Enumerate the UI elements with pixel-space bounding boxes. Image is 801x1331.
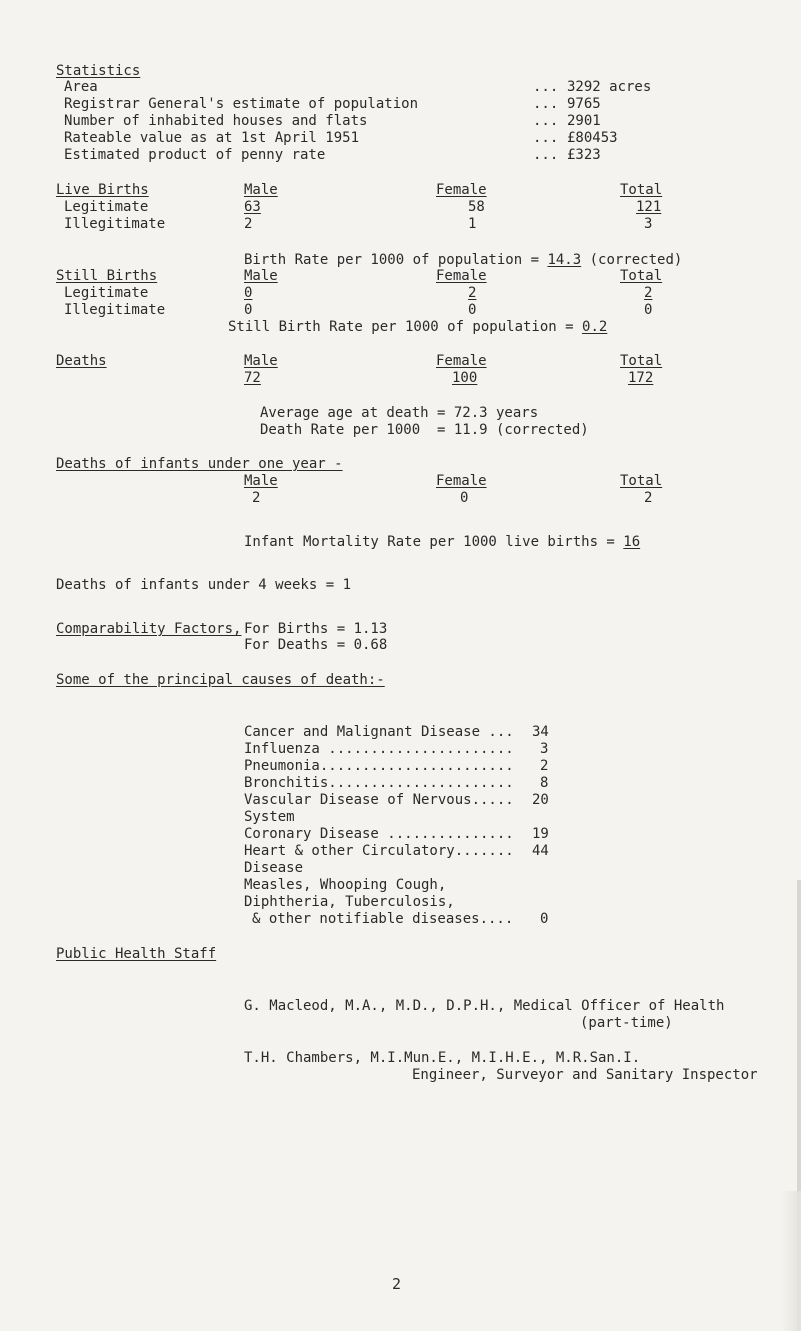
heading-statistics: Statistics bbox=[56, 63, 141, 79]
cause-notifiable-line3: & other notifiable diseases.... bbox=[252, 911, 514, 927]
cause-cancer: Cancer and Malignant Disease ... bbox=[244, 724, 514, 740]
death-rate: Death Rate per 1000 = 11.9 (corrected) bbox=[260, 422, 589, 438]
cause-cancer-value: 34 bbox=[532, 724, 549, 740]
staff-engineer-line2: Engineer, Surveyor and Sanitary Inspector bbox=[412, 1067, 758, 1083]
staff-moh-line1: G. Macleod, M.A., M.D., D.P.H., Medical Officer of Health bbox=[244, 998, 725, 1014]
infant-deaths-label bbox=[56, 456, 343, 472]
cause-pneumonia: Pneumonia....................... bbox=[244, 758, 514, 774]
deaths-male: 72 bbox=[244, 370, 261, 386]
birth-rate-suffix: (corrected) bbox=[581, 252, 683, 268]
imr-value: 16 bbox=[623, 534, 641, 550]
col-total: Total bbox=[620, 353, 663, 369]
causes-heading: Some of the principal causes of death:- bbox=[56, 672, 385, 688]
still-births-label: Still Births bbox=[56, 268, 158, 284]
cause-heart-value: 44 bbox=[532, 843, 549, 859]
cause-vascular-value: 20 bbox=[532, 792, 549, 808]
still-birth-rate-value: 0.2 bbox=[582, 319, 608, 335]
cause-bronchitis: Bronchitis...................... bbox=[244, 775, 514, 791]
live-births-legit-male: 63 bbox=[244, 199, 261, 215]
col-female: Female bbox=[436, 268, 487, 284]
col-male: Male bbox=[244, 268, 278, 284]
general-label-area: Area bbox=[64, 79, 98, 95]
general-dots: ... bbox=[533, 147, 559, 163]
still-birth-rate-line bbox=[228, 319, 607, 335]
general-label-population: Registrar General's estimate of population bbox=[64, 96, 419, 112]
still-births-legit-female: 2 bbox=[468, 285, 477, 301]
infant-deaths-female: 0 bbox=[460, 490, 469, 506]
page-number: 2 bbox=[392, 1275, 402, 1293]
birth-rate-text: Birth Rate per 1000 of population = bbox=[244, 252, 548, 268]
still-births-illegit-total: 0 bbox=[644, 302, 653, 318]
deaths-total: 172 bbox=[628, 370, 654, 386]
cause-heart: Heart & other Circulatory....... bbox=[244, 843, 514, 859]
still-births-legit-male: 0 bbox=[244, 285, 253, 301]
live-births-illegit-total: 3 bbox=[644, 216, 653, 232]
general-value-area: 3292 acres bbox=[567, 79, 652, 95]
comparability-births: For Births = 1.13 bbox=[244, 621, 388, 637]
general-dots: ... bbox=[533, 79, 559, 95]
cause-heart-line2: Disease bbox=[244, 860, 304, 876]
general-label-penny-rate: Estimated product of penny rate bbox=[64, 147, 326, 163]
live-births-illegit-female: 1 bbox=[468, 216, 477, 232]
cause-coronary-value: 19 bbox=[532, 826, 549, 842]
col-male: Male bbox=[244, 473, 278, 489]
general-value-population: 9765 bbox=[567, 96, 601, 112]
infant-mortality-rate bbox=[244, 534, 640, 550]
cause-bronchitis-value: 8 bbox=[540, 775, 549, 791]
col-female: Female bbox=[436, 473, 487, 489]
live-births-illegit-label: Illegitimate bbox=[64, 216, 166, 232]
general-dots: ... bbox=[533, 130, 559, 146]
infant-deaths-total: 2 bbox=[644, 490, 653, 506]
still-births-legit-label: Legitimate bbox=[64, 285, 149, 301]
general-dots: ... bbox=[533, 96, 559, 112]
col-total: Total bbox=[620, 182, 663, 198]
col-male: Male bbox=[244, 353, 278, 369]
birth-rate-line bbox=[244, 252, 682, 268]
infant-deaths-label-text: Deaths of infants under one year - bbox=[56, 456, 343, 472]
still-births-illegit-male: 0 bbox=[244, 302, 253, 318]
cause-notifiable-line2: Diphtheria, Tuberculosis, bbox=[244, 894, 455, 910]
col-male: Male bbox=[244, 182, 278, 198]
col-female: Female bbox=[436, 182, 487, 198]
scan-corner-shadow bbox=[781, 1191, 801, 1331]
cause-coronary: Coronary Disease ............... bbox=[244, 826, 514, 842]
staff-heading: Public Health Staff bbox=[56, 946, 217, 962]
average-age-at-death: Average age at death = 72.3 years bbox=[260, 405, 539, 421]
still-births-legit-total: 2 bbox=[644, 285, 653, 301]
cause-influenza: Influenza ...................... bbox=[244, 741, 514, 757]
general-label-houses: Number of inhabited houses and flats bbox=[64, 113, 368, 129]
comparability-label: Comparability Factors, bbox=[56, 621, 242, 637]
cause-vascular-line2: System bbox=[244, 809, 295, 825]
general-label-rateable-value: Rateable value as at 1st April 1951 bbox=[64, 130, 360, 146]
cause-influenza-value: 3 bbox=[540, 741, 549, 757]
staff-moh-line2: (part-time) bbox=[580, 1015, 673, 1031]
live-births-label: Live Births bbox=[56, 182, 149, 198]
cause-notifiable-value: 0 bbox=[540, 911, 549, 927]
live-births-legit-label: Legitimate bbox=[64, 199, 149, 215]
cause-notifiable-line1: Measles, Whooping Cough, bbox=[244, 877, 447, 893]
col-total: Total bbox=[620, 268, 663, 284]
still-births-illegit-label: Illegitimate bbox=[64, 302, 166, 318]
general-value-penny-rate: £323 bbox=[567, 147, 601, 163]
deaths-female: 100 bbox=[452, 370, 478, 386]
general-dots: ... bbox=[533, 113, 559, 129]
infant-deaths-male: 2 bbox=[252, 490, 261, 506]
live-births-illegit-male: 2 bbox=[244, 216, 253, 232]
infant-deaths-under-4-weeks: Deaths of infants under 4 weeks = 1 bbox=[56, 577, 352, 593]
live-births-legit-total: 121 bbox=[636, 199, 662, 215]
still-births-illegit-female: 0 bbox=[468, 302, 477, 318]
imr-text: Infant Mortality Rate per 1000 live births = bbox=[244, 534, 624, 550]
general-value-houses: 2901 bbox=[567, 113, 601, 129]
staff-engineer-line1: T.H. Chambers, M.I.Mun.E., M.I.H.E., M.R.San.I. bbox=[244, 1050, 641, 1066]
col-total: Total bbox=[620, 473, 663, 489]
general-value-rateable-value: £80453 bbox=[567, 130, 618, 146]
live-births-legit-female: 58 bbox=[468, 199, 485, 215]
cause-vascular: Vascular Disease of Nervous..... bbox=[244, 792, 514, 808]
still-birth-rate-text: Still Birth Rate per 1000 of population = bbox=[228, 319, 583, 335]
birth-rate-value: 14.3 bbox=[547, 252, 582, 268]
deaths-label: Deaths bbox=[56, 353, 107, 369]
col-female: Female bbox=[436, 353, 487, 369]
cause-pneumonia-value: 2 bbox=[540, 758, 549, 774]
comparability-deaths: For Deaths = 0.68 bbox=[244, 637, 388, 653]
